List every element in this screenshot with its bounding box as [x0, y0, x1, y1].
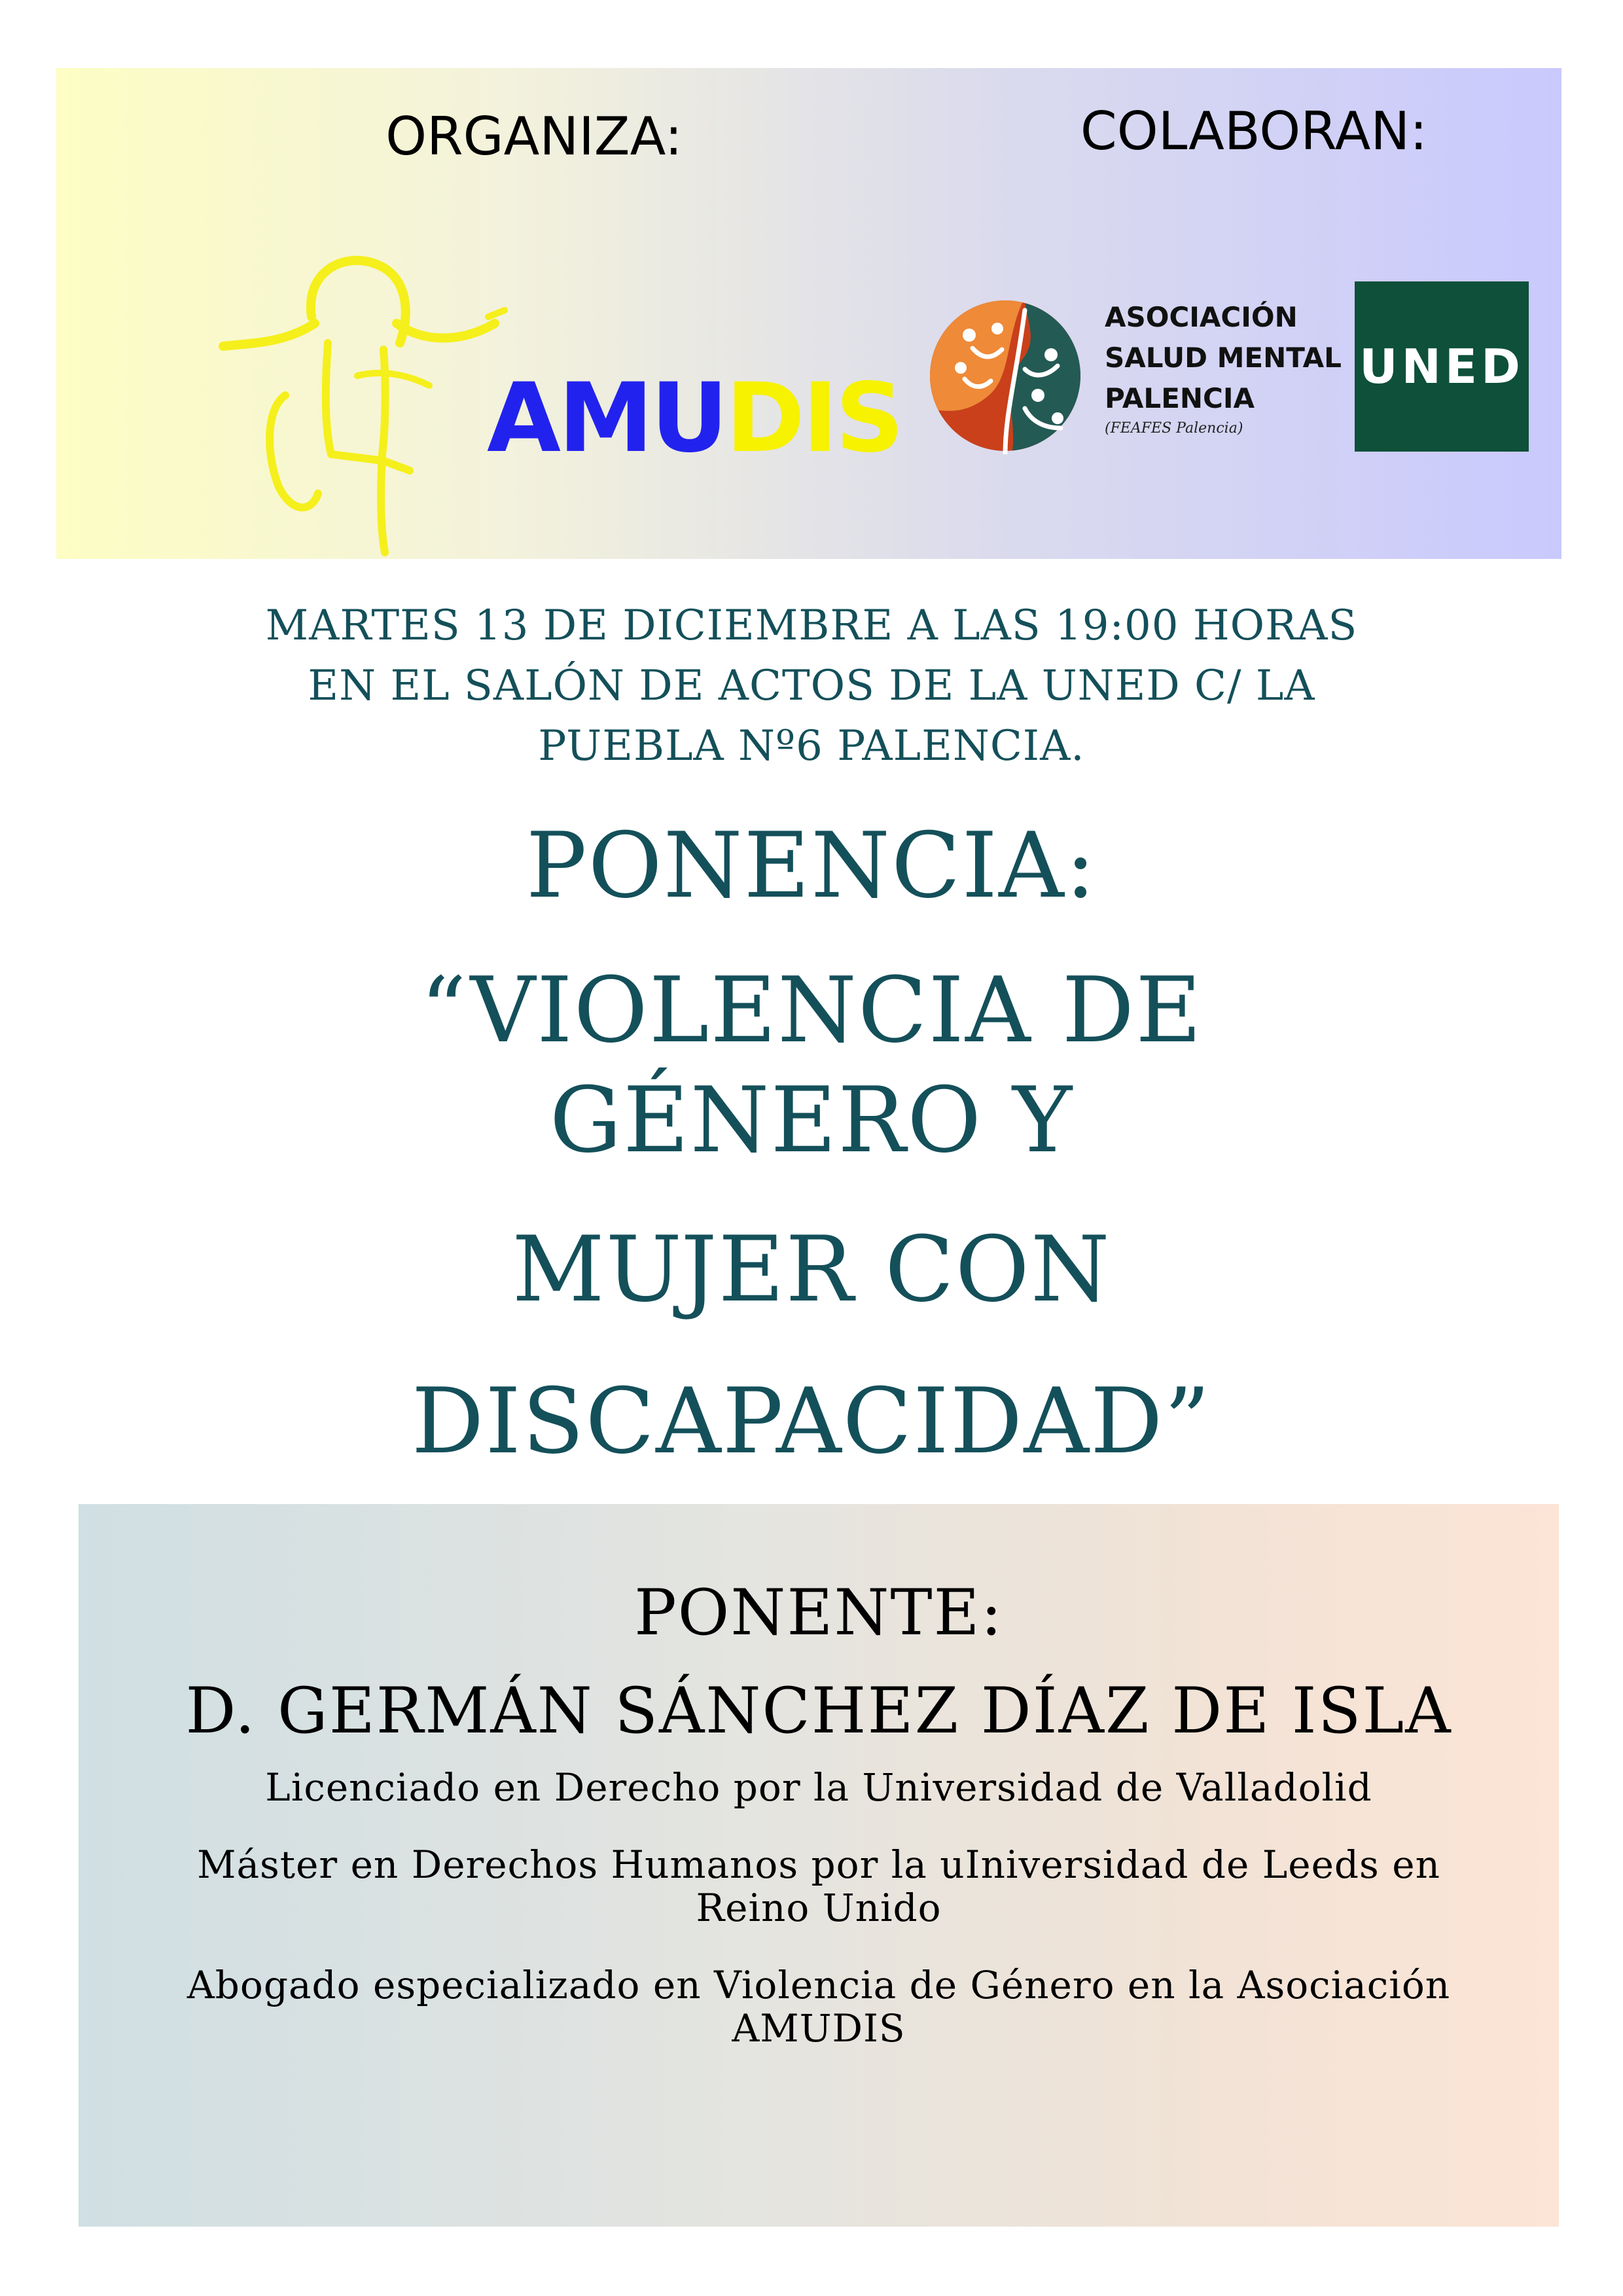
speaker-label: PONENTE:: [634, 1576, 1003, 1649]
talk-title: [0, 956, 1623, 1477]
event-line-1: MARTES 13 DE DICIEMBRE A LAS 19:00 HORAS: [265, 601, 1358, 650]
talk-title-line-4: DISCAPACIDAD”: [411, 1369, 1212, 1474]
credential-2: [79, 1843, 1559, 1929]
talk-title-line-3: MUJER CON: [512, 1217, 1111, 1322]
asm-line-1: ASOCIACIÓN: [1105, 301, 1298, 333]
talk-title-line-2: GÉNERO Y: [549, 1067, 1074, 1173]
speaker-band: [79, 1504, 1559, 2227]
amudis-wordmark: AMUDIS: [487, 363, 902, 474]
credential-3-line-2: AMUDIS: [732, 2006, 906, 2051]
asm-subtitle: (FEAFES Palencia): [1105, 420, 1243, 437]
credential-1-line-1: Licenciado en Derecho por la Universidad de Valladolid: [265, 1765, 1372, 1810]
tree-people-emblem-icon: [927, 297, 1084, 454]
event-info: [131, 596, 1492, 776]
asm-line-3: PALENCIA: [1105, 382, 1255, 414]
wheelchair-figure-icon: [213, 245, 514, 559]
speaker-name: D. GERMÁN SÁNCHEZ DÍAZ DE ISLA: [185, 1674, 1452, 1748]
uned-logo-text: UNED: [1359, 339, 1524, 394]
uned-logo: [1355, 281, 1529, 452]
organiza-label: ORGANIZA:: [385, 106, 683, 167]
event-line-2: EN EL SALÓN DE ACTOS DE LA UNED C/ LA: [308, 662, 1315, 710]
credential-2-line-1: Máster en Derechos Humanos por la uIniversidad de Leeds en: [197, 1842, 1440, 1887]
amudis-logo: [213, 245, 902, 559]
talk-label: PONENCIA:: [526, 813, 1097, 918]
header-band: [56, 68, 1561, 559]
event-line-3: PUEBLA Nº6 PALENCIA.: [538, 722, 1085, 770]
asm-line-2: SALUD MENTAL: [1105, 342, 1342, 374]
colaboran-label: COLABORAN:: [1080, 101, 1428, 162]
talk-title-line-1: “VIOLENCIA DE: [420, 958, 1203, 1063]
credential-3: [79, 1964, 1559, 2050]
credential-3-line-1: Abogado especializado en Violencia de Género en la Asociación: [187, 1963, 1451, 2007]
credential-2-line-2: Reino Unido: [696, 1886, 942, 1930]
salud-mental-logo: [927, 297, 1411, 467]
credential-1: [79, 1766, 1559, 1809]
